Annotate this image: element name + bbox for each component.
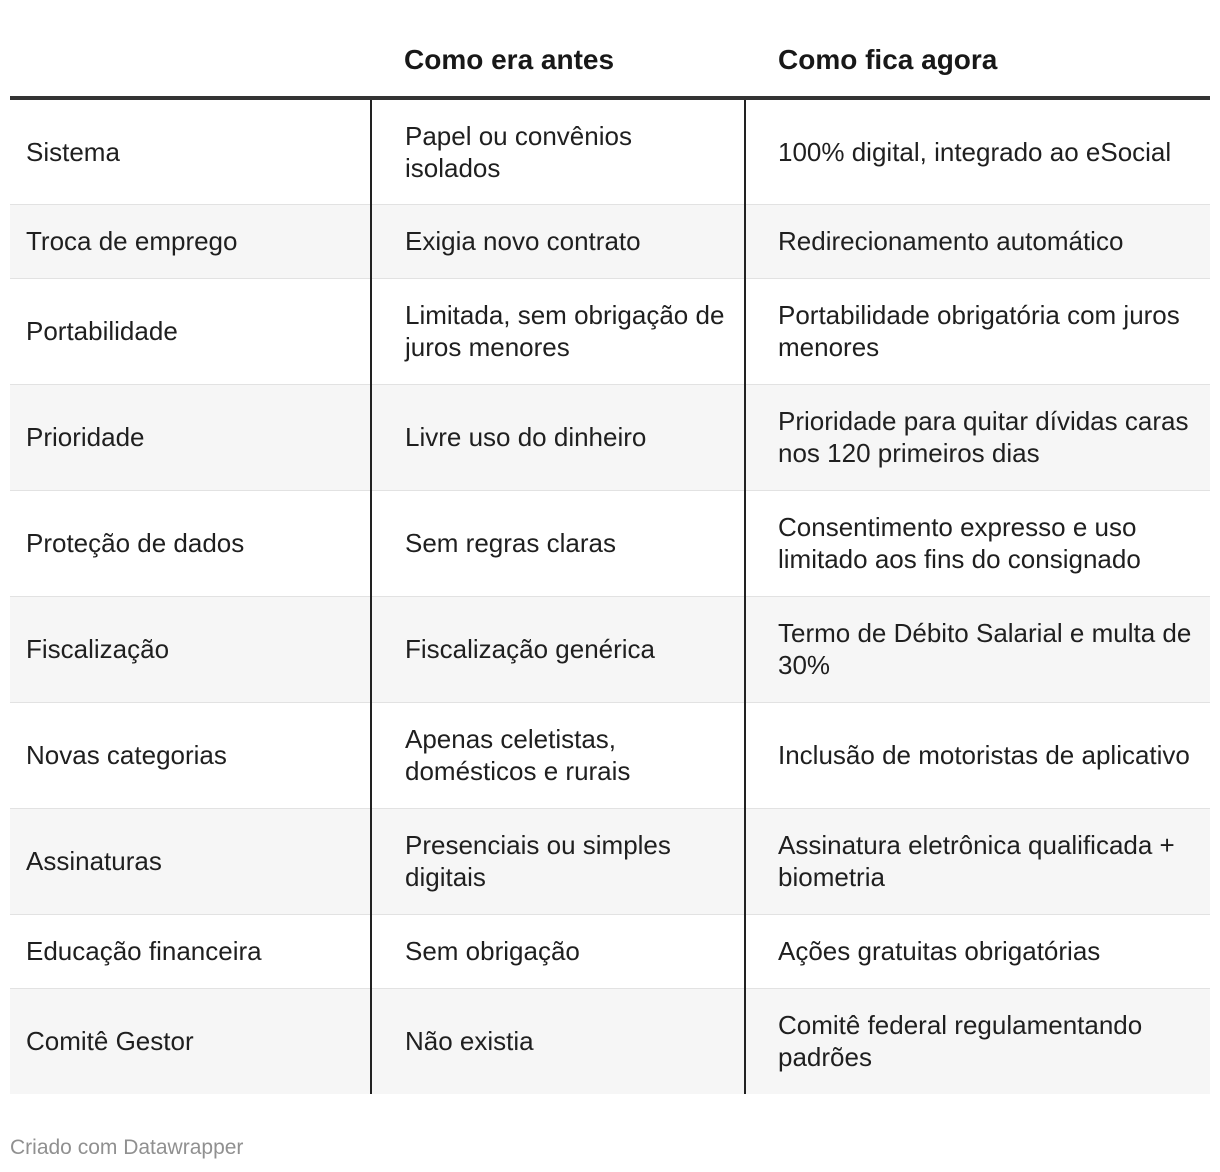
cell-now: Comitê federal regulamentando padrões	[745, 988, 1210, 1094]
cell-before: Não existia	[371, 988, 745, 1094]
cell-now: Prioridade para quitar dívidas caras nos 120 primeiros dias	[745, 384, 1210, 490]
table-row	[10, 490, 1210, 596]
table-row	[10, 702, 1210, 808]
header-before: Como era antes	[371, 28, 745, 98]
table-row	[10, 204, 1210, 278]
cell-before: Fiscalização genérica	[371, 596, 745, 702]
cell-now: Ações gratuitas obrigatórias	[745, 914, 1210, 988]
header-row	[10, 28, 1210, 98]
cell-before: Livre uso do dinheiro	[371, 384, 745, 490]
table-row	[10, 384, 1210, 490]
cell-before: Sem obrigação	[371, 914, 745, 988]
cell-now: Inclusão de motoristas de aplicativo	[745, 702, 1210, 808]
cell-category: Sistema	[10, 98, 371, 204]
cell-before: Papel ou convênios isolados	[371, 98, 745, 204]
cell-category: Novas categorias	[10, 702, 371, 808]
cell-category: Comitê Gestor	[10, 988, 371, 1094]
datawrapper-credit: Criado com Datawrapper	[10, 1136, 244, 1159]
table-row	[10, 808, 1210, 914]
table-row	[10, 596, 1210, 702]
cell-now: Consentimento expresso e uso limitado aos fins do consignado	[745, 490, 1210, 596]
cell-category: Proteção de dados	[10, 490, 371, 596]
header-now: Como fica agora	[745, 28, 1210, 98]
cell-category: Fiscalização	[10, 596, 371, 702]
cell-before: Apenas celetistas, domésticos e rurais	[371, 702, 745, 808]
comparison-table	[10, 28, 1210, 1094]
table-row	[10, 914, 1210, 988]
cell-now: Assinatura eletrônica qualificada + biometria	[745, 808, 1210, 914]
cell-category: Troca de emprego	[10, 204, 371, 278]
header-category	[10, 28, 371, 98]
cell-now: 100% digital, integrado ao eSocial	[745, 98, 1210, 204]
cell-now: Redirecionamento automático	[745, 204, 1210, 278]
table-row	[10, 988, 1210, 1094]
cell-before: Limitada, sem obrigação de juros menores	[371, 278, 745, 384]
table-row	[10, 278, 1210, 384]
cell-category: Portabilidade	[10, 278, 371, 384]
cell-now: Portabilidade obrigatória com juros menores	[745, 278, 1210, 384]
cell-before: Exigia novo contrato	[371, 204, 745, 278]
comparison-table-container	[10, 28, 1210, 1094]
table-row	[10, 98, 1210, 204]
cell-category: Educação financeira	[10, 914, 371, 988]
cell-before: Sem regras claras	[371, 490, 745, 596]
cell-category: Prioridade	[10, 384, 371, 490]
table-header	[10, 28, 1210, 98]
cell-category: Assinaturas	[10, 808, 371, 914]
cell-now: Termo de Débito Salarial e multa de 30%	[745, 596, 1210, 702]
cell-before: Presenciais ou simples digitais	[371, 808, 745, 914]
table-body	[10, 98, 1210, 1094]
